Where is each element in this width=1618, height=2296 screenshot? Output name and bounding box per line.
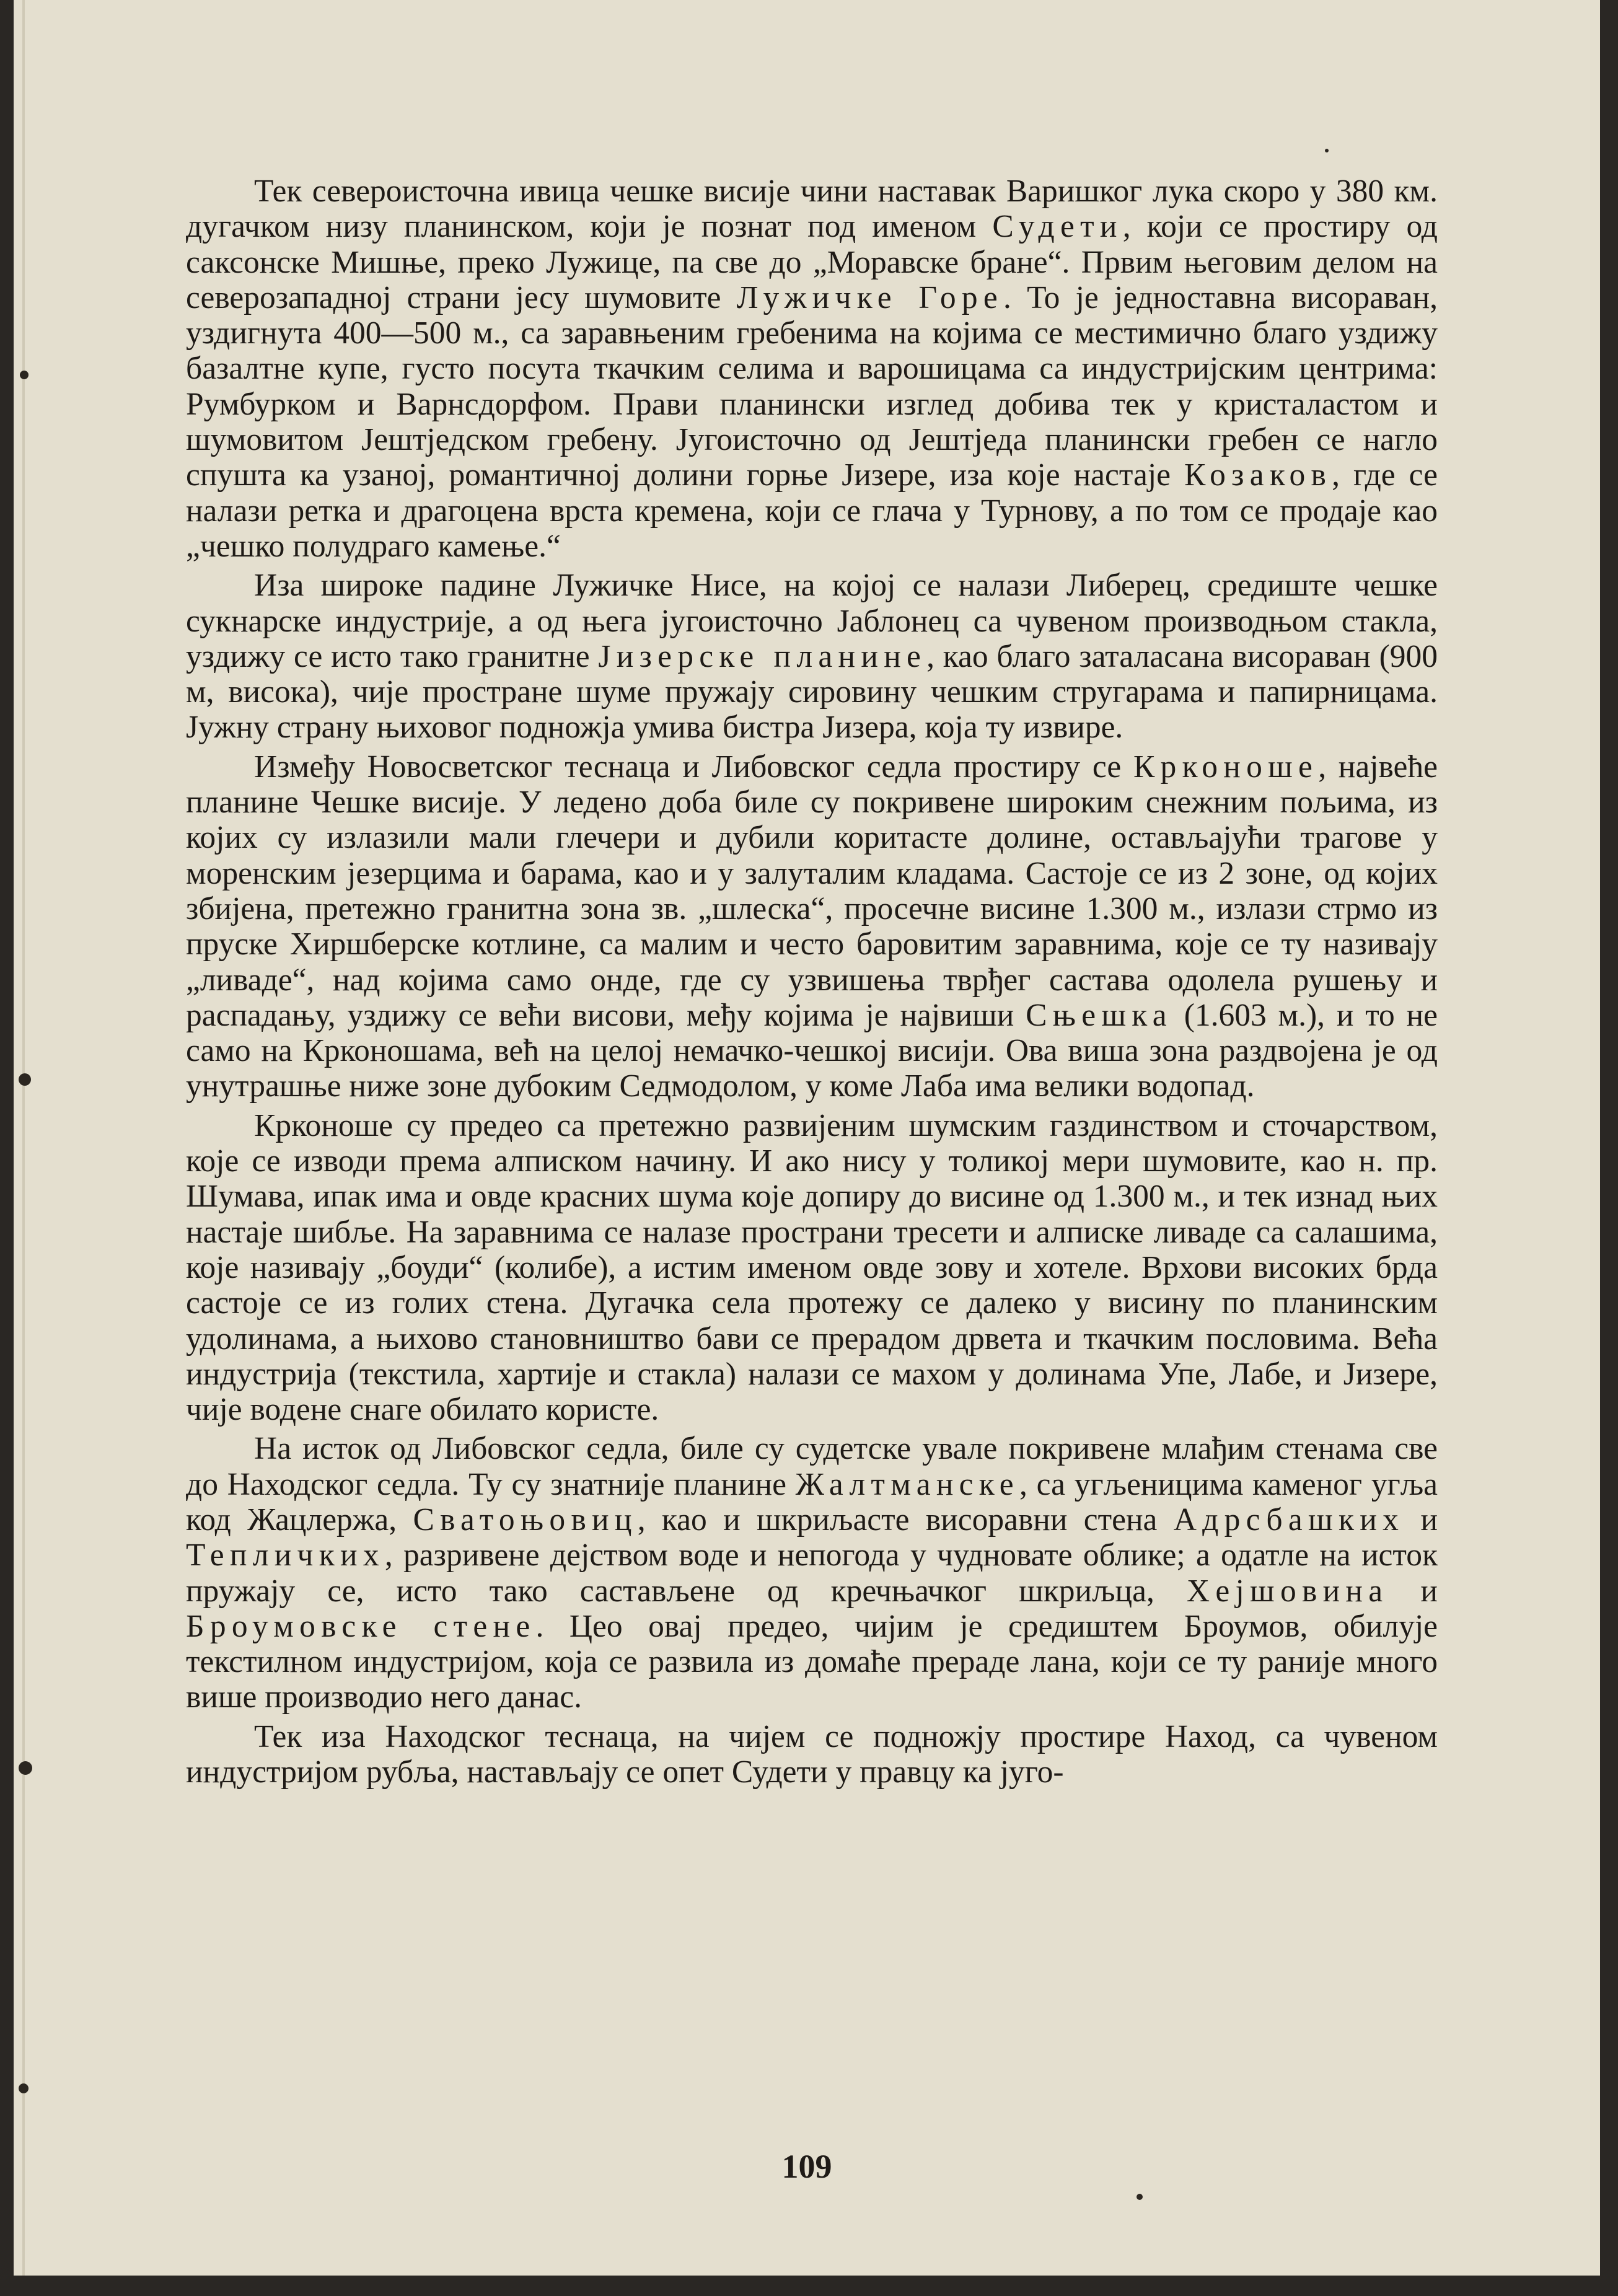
emphasized-term: Сватоњовиц — [413, 1502, 638, 1537]
text-run: Тек североисточна ивица чешке висије чини наставак Варишког лука скоро у 380 км. дугачком низу планинском, који је познат под именом — [186, 174, 1438, 245]
page-gutter — [22, 0, 25, 2276]
speck — [1325, 149, 1329, 152]
paragraph — [186, 1431, 1438, 1715]
emphasized-term: Жалтманске — [795, 1466, 1019, 1502]
paragraph — [186, 1719, 1438, 1790]
margin-mark — [19, 1073, 31, 1086]
emphasized-term: Судети — [992, 209, 1123, 245]
margin-mark — [19, 2083, 29, 2093]
text-run: , као и шкриљасте висоравни стена — [637, 1502, 1174, 1537]
text-run: , највеће планине Чешке висије. У ледено доба биле су покривене широким снежним пољима, из којих су излазили мали глечери и дубили коритасте долине, остављајући трагове у моренским језерцима и барама, као и у залуталим кладама. Састоје се из 2 зоне, од којих збијена, претежно гранитна зона зв. „шлеска“, просечне висине 1.300 м., излази стрмо из пруске Хиршберске котлине, са малим и често баровитим заравнима, које се ту називају „ливаде“, над којима само онде, где су узвишења тврђег састава одолела рушењу и распадању, уздижу се већи висови, међу којима је највиши — [186, 749, 1438, 1033]
text-run: , са угљеницима каменог угља код Жацлержа, — [186, 1466, 1438, 1537]
text-run: Тек иза Находског теснаца, на чијем се подножју простире Наход, са чувеном индустријом рубља, настављају се опет Судети у правцу ка југо- — [186, 1718, 1438, 1790]
paragraph — [186, 568, 1438, 745]
emphasized-term: Броумовске стене — [186, 1608, 536, 1644]
emphasized-term: Сњешка — [1026, 997, 1172, 1033]
text-run: Крконоше су предео са претежно развијеним шумским газдинством и сточарством, које се изводи према алписком начину. И ако нису у толикој мери шумовите, као н. пр. Шумава, ипак има и овде красних шума које допиру до висине од 1.300 м., и тек изнад њих настаје шибље. На заравнима се налазе пространи тресети и алписке ливаде са салашима, које називају „боуди“ (колибе), а истим именом овде зову и хотеле. Врхови високих брда састоје се из голих стена. Дугачка села протежу се далеко у висину по планинским удолинама, а њихово становништво бави се прерадом дрвета и ткачким пословима. Већа индустрија (текстила, хартије и стакла) налази се махом у долинама Упе, Лабе, и Јизере, чије водене снаге обилато користе. — [186, 1107, 1438, 1428]
text-run: , као благо заталасана висораван (900 м, висока), чије простране шуме пружају сировину чешким стругарама и папирницама. Јужну страну њиховог подножја умива бистра Јизера, која ту извире. — [186, 638, 1438, 746]
text-run: На исток од Либовског седла, биле су судетске увале покривене млађим стенама све до Находског седла. Ту су знатније планине — [186, 1431, 1438, 1502]
emphasized-term: Хејшовина — [1186, 1573, 1389, 1609]
text-run: . Цео овај предео, чијим је средиштем Броумов, обилује текстилном индустријом, која се развила из домаће прераде лана, који се ту раније много више производио него данас. — [186, 1608, 1438, 1715]
emphasized-term: Козаков — [1184, 457, 1332, 493]
paragraph — [186, 749, 1438, 1104]
text-run: , разривене дејством воде и непогода у чудновате облике; а одатле на исток пружају се, исто тако састављене од кречњачког шкриљца, — [186, 1537, 1438, 1609]
text-run: Између Новосветског теснаца и Либовског седла простиру се — [254, 749, 1133, 785]
body-text — [186, 174, 1438, 1793]
emphasized-term: Лужичке Горе — [736, 279, 1004, 315]
emphasized-term: Адрсбашких — [1173, 1502, 1405, 1537]
paragraph — [186, 174, 1438, 564]
text-run: Иза широке падине Лужичке Нисе, на којој се налази Либерец, средиште чешке сукнарске индустрије, а од њега југоисточно Јаблонец са чувеном производњом стакла, уздижу се исто тако гранитне — [186, 568, 1438, 674]
emphasized-term: Тепличких — [186, 1537, 385, 1573]
speck — [1137, 2194, 1143, 2200]
emphasized-term: Крконоше — [1133, 749, 1319, 785]
paragraph — [186, 1108, 1438, 1428]
text-run: , који се простиру од саксонске Мишње, преко Лужице, па све до „Моравске бране“. Првим његовим делом на северозападној страни јесу шумовите — [186, 209, 1438, 315]
book-page — [14, 0, 1600, 2276]
emphasized-term: Јизерске планине — [598, 638, 927, 674]
text-run: . То је једноставна висораван, уздигнута 400—500 м., са заравњеним гребенима на којима се местимично благо уздижу базалтне купе, густо посута ткачким селима и варошицама са индустријским центрима: Румбурком и Варнсдорфом. Прави планински изглед добива тек у кристаластом и шумовитом Јештједском гребену. Југоисточно од Јештједа планински гребен се нагло спушта ка узаној, романтичној долини горње Јизере, иза које настаје — [186, 279, 1438, 493]
margin-mark — [19, 1761, 32, 1775]
text-run: , где се налази ретка и драгоцена врста кремена, који се глача у Турнову, а по том се продаје као „чешко полудраго камење.“ — [186, 457, 1438, 564]
margin-mark — [20, 371, 29, 379]
text-run: (1.603 м.), и то не само на Крконошама, већ на целој немачко-чешкој висији. Ова виша зона раздвојена је од унутрашње ниже зоне дубоким Седмодолом, у коме Лаба има велики водопад. — [186, 997, 1438, 1104]
text-run: и — [1404, 1502, 1438, 1537]
text-run: и — [1388, 1573, 1438, 1609]
page-number: 109 — [781, 2148, 832, 2185]
